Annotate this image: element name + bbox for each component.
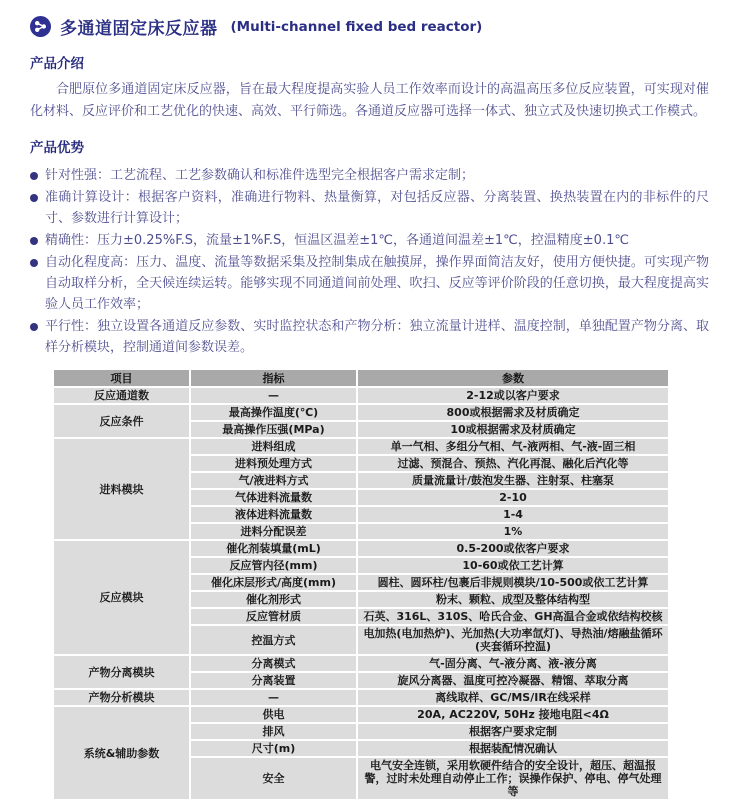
table-cell-indicator: 催化床层形式/高度(mm) [191, 575, 356, 590]
table-cell-indicator: 安全 [191, 758, 356, 799]
table-cell-indicator: 反应管内径(mm) [191, 558, 356, 573]
table-header-row [54, 370, 668, 386]
table-cell-indicator: 催化剂装填量(mL) [191, 541, 356, 556]
table-cell-param: 0.5-200或依客户要求 [358, 541, 668, 556]
advantage-text: 准确计算设计：根据客户资料，准确进行物料、热量衡算，对包括反应器、分离装置、换热装置在内的非标件的尺寸、参数进行计算设计； [45, 190, 709, 226]
bullet-icon [30, 323, 38, 331]
advantage-item [30, 187, 709, 229]
page-title: 多通道固定床反应器 [60, 19, 218, 39]
table-header-indicator: 指标 [191, 370, 356, 386]
table-row [54, 690, 668, 705]
spec-table-wrapper [52, 368, 739, 801]
table-cell-param: 离线取样、GC/MS/IR在线采样 [358, 690, 668, 705]
page-header [0, 0, 739, 39]
table-cell-param: 2-10 [358, 490, 668, 505]
share-nodes-icon [30, 16, 51, 37]
advantage-text: 平行性：独立设置各通道反应参数、实时监控状态和产物分析：独立流量计进样、温度控制，单独配置产物分离、取样分析模块，控制通道间参数误差。 [45, 319, 709, 355]
table-cell-indicator: 分离装置 [191, 673, 356, 688]
table-cell-item: 进料模块 [54, 439, 189, 539]
table-header-item: 项目 [54, 370, 189, 386]
table-cell-indicator: — [191, 388, 356, 403]
table-cell-param: 电气安全连锁，采用软硬件结合的安全设计，超压、超温报警，过时未处理自动停止工作；误操作保护、停电、停气处理等 [358, 758, 668, 799]
table-cell-param: 800或根据需求及材质确定 [358, 405, 668, 420]
section-title-intro: 产品介绍 [30, 56, 84, 72]
bullet-icon [30, 259, 38, 267]
advantage-item [30, 230, 709, 251]
table-cell-indicator: 最高操作温度(℃) [191, 405, 356, 420]
table-cell-indicator: 最高操作压强(MPa) [191, 422, 356, 437]
table-cell-param: 单一气相、多组分气相、气-液两相、气-液-固三相 [358, 439, 668, 454]
table-cell-indicator: — [191, 690, 356, 705]
spec-table [52, 368, 670, 801]
table-row [54, 656, 668, 671]
bullet-icon [30, 194, 38, 202]
advantage-text: 针对性强：工艺流程、工艺参数确认和标准件选型完全根据客户需求定制； [45, 168, 475, 183]
table-cell-item: 反应条件 [54, 405, 189, 437]
table-cell-indicator: 进料预处理方式 [191, 456, 356, 471]
table-cell-param: 1% [358, 524, 668, 539]
table-cell-item: 产物分析模块 [54, 690, 189, 705]
table-cell-param: 旋风分离器、温度可控冷凝器、精馏、萃取分离 [358, 673, 668, 688]
table-cell-param: 20A, AC220V, 50Hz 接地电阻<4Ω [358, 707, 668, 722]
table-row [54, 405, 668, 420]
table-cell-indicator: 进料分配误差 [191, 524, 356, 539]
table-cell-param: 石英、316L、310S、哈氏合金、GH高温合金或依结构校核 [358, 609, 668, 624]
table-cell-indicator: 气/液进料方式 [191, 473, 356, 488]
spec-table-body [54, 388, 668, 799]
table-cell-param: 电加热(电加热炉)、光加热(大功率氙灯)、导热油/熔融盐循环(夹套循环控温) [358, 626, 668, 654]
table-row [54, 541, 668, 556]
table-row [54, 439, 668, 454]
table-cell-indicator: 反应管材质 [191, 609, 356, 624]
bullet-icon [30, 172, 38, 180]
table-cell-item: 产物分离模块 [54, 656, 189, 688]
table-header-param: 参数 [358, 370, 668, 386]
table-row [54, 707, 668, 722]
table-cell-item: 系统&辅助参数 [54, 707, 189, 799]
table-cell-item: 反应通道数 [54, 388, 189, 403]
table-cell-indicator: 分离模式 [191, 656, 356, 671]
table-cell-param: 圆柱、圆环柱/包裹后非规则模块/10-500或依工艺计算 [358, 575, 668, 590]
advantage-item [30, 165, 709, 186]
page-title-en: (Multi-channel fixed bed reactor) [230, 18, 483, 35]
table-cell-item: 反应模块 [54, 541, 189, 654]
table-cell-indicator: 催化剂形式 [191, 592, 356, 607]
table-cell-indicator: 排风 [191, 724, 356, 739]
bullet-icon [30, 237, 38, 245]
table-cell-param: 10-60或依工艺计算 [358, 558, 668, 573]
table-cell-indicator: 气体进料流量数 [191, 490, 356, 505]
table-cell-indicator: 进料组成 [191, 439, 356, 454]
table-cell-param: 2-12或以客户要求 [358, 388, 668, 403]
table-cell-param: 质量流量计/鼓泡发生器、注射泵、柱塞泵 [358, 473, 668, 488]
table-row [54, 388, 668, 403]
advantage-item [30, 252, 709, 315]
table-cell-indicator: 尺寸(m) [191, 741, 356, 756]
table-cell-indicator: 液体进料流量数 [191, 507, 356, 522]
table-cell-param: 10或根据需求及材质确定 [358, 422, 668, 437]
table-cell-indicator: 控温方式 [191, 626, 356, 654]
table-cell-param: 过滤、预混合、预热、汽化再混、融化后汽化等 [358, 456, 668, 471]
advantage-text: 自动化程度高：压力、温度、流量等数据采集及控制集成在触摸屏，操作界面简洁友好，使用方便快捷。可实现产物自动取样分析，全天候连续运转。能够实现不同通道间前处理、吹扫、反应等评价阶段的任意切换，最大程度提高实验人员工作效率； [45, 255, 709, 312]
advantage-item [30, 316, 709, 358]
table-cell-param: 根据装配情况确认 [358, 741, 668, 756]
table-cell-indicator: 供电 [191, 707, 356, 722]
advantage-text: 精确性：压力±0.25%F.S，流量±1%F.S，恒温区温差±1℃，各通道间温差±1℃，控温精度±0.1℃ [45, 233, 629, 248]
table-cell-param: 根据客户要求定制 [358, 724, 668, 739]
table-cell-param: 1-4 [358, 507, 668, 522]
section-title-advantages: 产品优势 [30, 140, 84, 156]
advantages-list [30, 165, 709, 358]
intro-paragraph: 合肥原位多通道固定床反应器，旨在最大程度提高实验人员工作效率而设计的高温高压多位反应装置，可实现对催化材料、反应评价和工艺优化的快速、高效、平行筛选。各通道反应器可选择一体式、独立式及快速切换式工作模式。 [30, 82, 709, 119]
table-cell-param: 气-固分离、气-液分离、液-液分离 [358, 656, 668, 671]
table-cell-param: 粉末、颗粒、成型及整体结构型 [358, 592, 668, 607]
